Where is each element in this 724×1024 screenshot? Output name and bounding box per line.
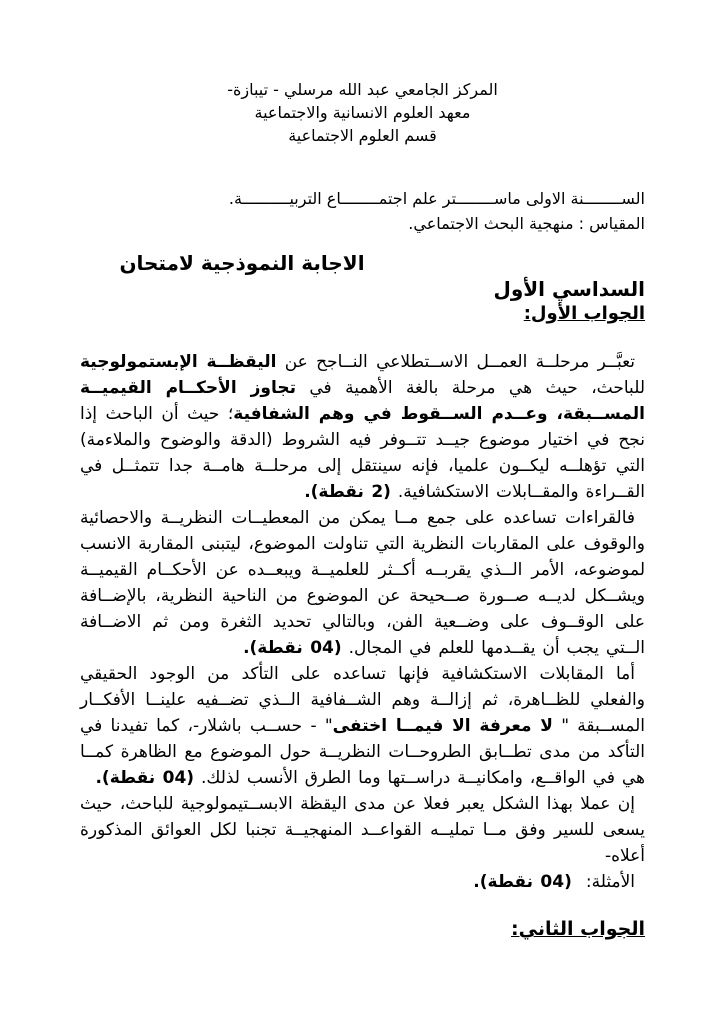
department-name: قسم العلوم الاجتماعية	[288, 126, 437, 145]
course-module-line: المقياس : منهجية البحث الاجتماعي.	[408, 214, 645, 233]
institute-name: معهد العلوم الانسانية والاجتماعية	[254, 103, 471, 122]
paragraph-3	[80, 661, 645, 791]
p2-score: (04 نقطة).	[243, 638, 342, 658]
paragraph-4	[80, 791, 645, 869]
p1-text-1: تعبَّــر مرحلــة العمــل الاســتطلاعي النــاجح عن	[276, 352, 636, 372]
p1-score: (2 نقطة).	[304, 482, 391, 502]
semester-title: السداسي الأول	[493, 277, 645, 301]
p3-text-2: " - حســب باشلار-، كما تفيدنا في التأكد من مدى تطــابق الطروحــات النظريــة حول الموضوع مع الظاهرة كمــا هي في الواقــع، وامكانيــة دراســتها وما الطرق الأنسب لذلك.	[80, 716, 645, 788]
examples-line	[80, 869, 645, 895]
paragraph-2	[80, 505, 645, 661]
p4-text-1: إن عملا بهذا الشكل يعبر فعلا عن مدى اليقظة الابســتيمولوجية للباحث، حيث يسعى للسير وفق مــا تمليــه القواعــد المنهجيــة تجنبا لكل العوائق المذكورة أعلاه-	[80, 794, 645, 866]
paragraph-1	[80, 349, 645, 505]
institution-name: المركز الجامعي عبد الله مرسلي - تيبازة-	[227, 80, 498, 99]
p1-bold-term-1: اليقظــة الإبستمولوجية	[80, 352, 277, 372]
answer-body	[80, 349, 645, 895]
examples-label: الأمثلة:	[585, 872, 635, 892]
examples-score: (04 نقطة).	[473, 872, 572, 892]
first-answer-heading: الجواب الأول:	[523, 303, 645, 324]
p1-text-2: للباحث، حيث هي مرحلة بالغة الأهمية في	[295, 378, 645, 398]
course-info	[80, 186, 645, 236]
p1-bold-term-2: تجاوز الأحكــام القيميــة المســبقة، وعــدم الســقوط في وهم الشفافية	[80, 378, 645, 424]
p3-score: (04 نقطة).	[95, 768, 195, 788]
p1-text-3: ؛ حيث أن الباحث إذا نجح في اختيار موضوع جيــد تتــوفر فيه الشروط (الدقة والوضوح والملاءمة) التي تؤهلــه ليكــون علميا، فإنه سينتقل إلى مرحلــة هامــة جدا تتمثــل في القــراءة والمقــابلات الاستكشافية.	[80, 404, 645, 502]
second-answer-heading: الجواب الثاني:	[511, 918, 645, 940]
p3-bold-quote: لا معرفة الا فيمــا اختفى	[332, 716, 553, 736]
course-year-line: الســــــــنة الاولى ماســــــــتر علم اجتمــــــــاع التربيــــــــــة.	[228, 189, 645, 208]
p2-text-1: فالقراءات تساعده على جمع مــا يمكن من المعطيــات النظريــة والاحصائية والوقوف على المقاربات النظرية التي تناولت الموضوع، ليتبنى المقاربة الانسب لموضوعه، الأمر الــذي يقربــه أكــثر للعلميــة ويبعــده عن الأحكــام القيميــة ويشــكل لديــه صــورة صــحيحة عن الموضوع من الناحية النظرية، بالإضــافة على الوقــوف على وضــعية الفن، وبالتالي تحديد الثغرة ومن ثم الاضــافة الــتي يجب أن يقــدمها للعلم في المجال.	[80, 508, 645, 658]
document-header	[80, 78, 645, 147]
p3-text-1: أما المقابلات الاستكشافية فإنها تساعده على التأكد من الوجود الحقيقي والفعلي للظــاهرة، ثم إزالــة وهم الشــفافية الــذي تضــفيه علينــا الأفكــار المســبقة "	[80, 664, 646, 736]
exam-answer-title: الاجابة النموذجية لامتحان	[119, 251, 365, 275]
